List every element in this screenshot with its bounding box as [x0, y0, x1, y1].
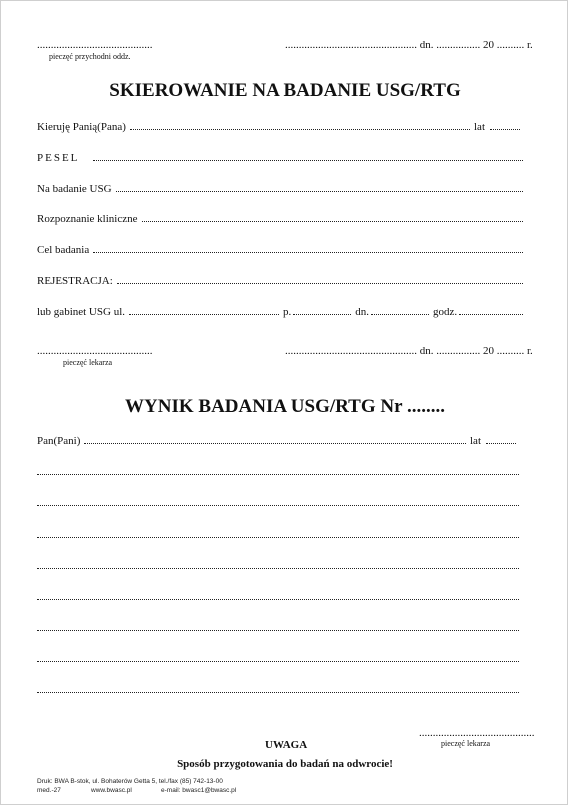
header-year-label: 20 — [483, 39, 494, 51]
dn-label: dn. — [355, 306, 369, 318]
pan-dotted-line — [84, 442, 466, 444]
field-kieruje — [37, 121, 523, 133]
result-blank-line — [37, 537, 519, 538]
referral-title: SKIEROWANIE NA BADANIE USG/RTG — [109, 80, 461, 101]
header-stamp-label: pieczęć przychodni oddz. — [49, 52, 131, 61]
bottom-stamp-dots: .......................................... — [419, 727, 535, 739]
gabinet-dotted-line — [129, 313, 279, 315]
result-blank-line — [37, 692, 519, 693]
doctor-dn-label: dn. — [419, 345, 434, 357]
footer-website: www.bwasc.pl — [91, 787, 132, 794]
doctor-dn-dots: ................ — [436, 345, 481, 357]
header-dn-label: dn. — [419, 39, 434, 51]
bottom-stamp-label: pieczęć lekarza — [441, 739, 491, 748]
result-blank-line — [37, 661, 519, 662]
result-lat-label: lat — [470, 435, 481, 447]
field-pesel — [37, 152, 523, 164]
cel-label: Cel badania — [37, 244, 90, 256]
rozpoznanie-dotted-line — [142, 220, 524, 222]
p-label: p. — [283, 306, 292, 318]
field-gabinet — [37, 306, 523, 318]
footer-email: e-mail: bwasc1@bwasc.pl — [161, 787, 237, 794]
na-badanie-label: Na badanie USG — [37, 183, 112, 195]
kieruje-dotted-line — [130, 128, 470, 130]
kieruje-label: Kieruję Panią(Pana) — [37, 121, 126, 133]
doctor-year-label: 20 — [483, 345, 494, 357]
doctor-stamp-label: pieczęć lekarza — [63, 358, 113, 367]
result-blank-line — [37, 474, 519, 475]
p-dotted-line — [293, 313, 351, 315]
rejestracja-label: REJESTRACJA: — [37, 275, 113, 287]
godz-dotted-line — [459, 313, 523, 315]
footer-code: med.-27 — [37, 787, 61, 794]
result-blank-line — [37, 630, 519, 631]
result-blank-line — [37, 505, 519, 506]
header-year-dots: .......... — [496, 39, 525, 51]
na-badanie-dotted-line — [116, 190, 523, 192]
doctor-year-dots: .......... — [496, 345, 525, 357]
godz-label: godz. — [433, 306, 458, 318]
pesel-dotted-line — [93, 159, 523, 161]
gabinet-label: lub gabinet USG ul. — [37, 306, 125, 318]
field-pan — [37, 435, 519, 447]
field-rozpoznanie — [37, 213, 523, 225]
result-lat-dotted-line — [486, 442, 516, 444]
result-title: WYNIK BADANIA USG/RTG Nr ........ — [125, 396, 445, 417]
pan-label: Pan(Pani) — [37, 435, 81, 447]
uwaga-heading: UWAGA — [265, 739, 308, 751]
lat-label: lat — [474, 121, 485, 133]
footer-line1: Druk: BWA B-stok, ul. Bohaterów Getta 5, tel./fax (85) 742-13-00 — [37, 778, 223, 785]
field-rejestracja — [37, 275, 523, 287]
preparation-instruction: Sposób przygotowania do badań na odwrocie! — [177, 758, 393, 770]
doctor-r-label: r. — [527, 345, 533, 357]
rozpoznanie-label: Rozpoznanie kliniczne — [37, 213, 138, 225]
header-dn-dots: ................ — [436, 39, 481, 51]
header-date-dots: ................................................ — [285, 39, 417, 51]
pesel-label: PESEL — [37, 152, 80, 164]
doctor-date-dots: ................................................ — [285, 345, 417, 357]
header-stamp-dots: .......................................... — [37, 39, 153, 51]
doctor-stamp-dots: .......................................... — [37, 345, 153, 357]
doctor-date-line — [285, 345, 533, 357]
cel-dotted-line — [93, 251, 523, 253]
field-na-badanie — [37, 183, 523, 195]
lat-dotted-line — [490, 128, 520, 130]
header-date-line — [285, 39, 533, 51]
header-r-label: r. — [527, 39, 533, 51]
result-blank-line — [37, 568, 519, 569]
rejestracja-dotted-line — [117, 282, 523, 284]
dn-dotted-line — [371, 313, 429, 315]
field-cel — [37, 244, 523, 256]
result-blank-line — [37, 599, 519, 600]
